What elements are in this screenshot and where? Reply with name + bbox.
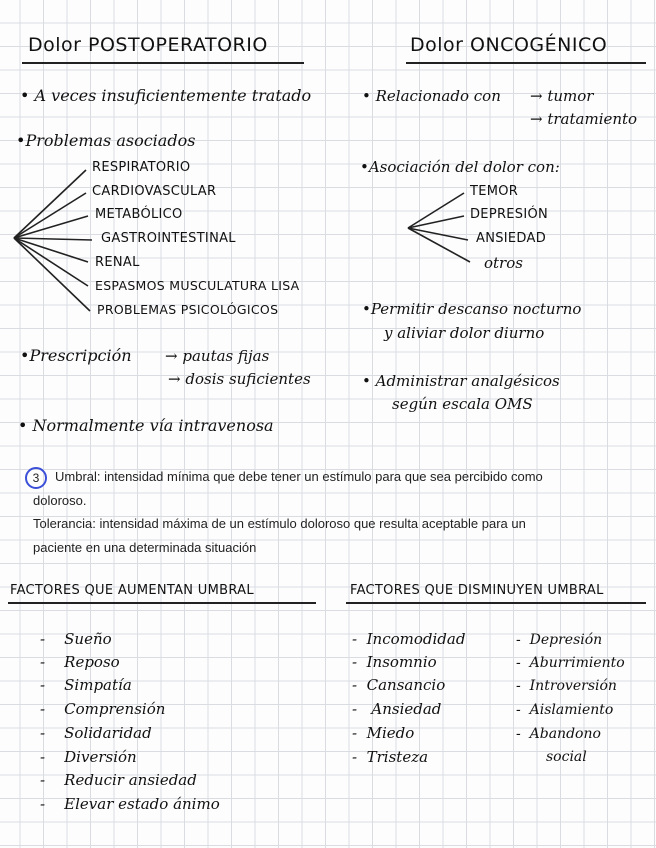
relacionado-label: • Relacionado con — [362, 87, 501, 105]
problem-item: GASTROINTESTINAL — [101, 231, 236, 246]
disminuyen-item: - Insomnio — [352, 653, 437, 671]
umbral-definition: Umbral: intensidad mínima que debe tener un estímulo para que sea percibido como — [55, 469, 543, 484]
umbral-definition-cont: doloroso. — [33, 493, 87, 508]
asociacion-item: DEPRESIÓN — [470, 207, 549, 222]
aumentan-item: - Diversión — [40, 748, 137, 766]
disminuyen-item: - Miedo — [352, 724, 415, 742]
problem-item: CARDIOVASCULAR — [92, 184, 217, 199]
aumentan-item: - Reposo — [40, 653, 120, 671]
aumentan-item: - Reducir ansiedad — [40, 771, 197, 789]
relacionado-item: → tratamiento — [530, 110, 638, 128]
aumentan-item: - Elevar estado ánimo — [40, 795, 220, 813]
prescripcion-item: → dosis suficientes — [168, 370, 311, 388]
oncogenico-title: Dolor ONCOGÉNICO — [410, 34, 608, 56]
disminuyen-item: - Tristeza — [352, 748, 429, 766]
problem-item: ESPASMOS MUSCULATURA LISA — [95, 278, 300, 293]
aumentan-item: - Simpatía — [40, 676, 132, 694]
aumentan-item: - Sueño — [40, 630, 112, 648]
disminuyen-item: - Cansancio — [352, 676, 446, 694]
permitir-line: y aliviar dolor diurno — [384, 324, 545, 342]
aumentan-item: - Solidaridad — [40, 724, 152, 742]
disminuyen-item: - Abandono — [516, 726, 601, 742]
problem-item: PROBLEMAS PSICOLÓGICOS — [97, 302, 279, 317]
disminuyen-title-underline — [346, 602, 646, 604]
problem-item: METABÓLICO — [95, 207, 183, 222]
tolerancia-definition: Tolerancia: intensidad máxima de un estímulo doloroso que resulta aceptable para un — [33, 516, 526, 531]
disminuyen-title: FACTORES QUE DISMINUYEN UMBRAL — [350, 583, 604, 598]
branch-line — [14, 238, 92, 240]
administrar-line: según escala OMS — [392, 395, 533, 413]
disminuyen-item-cont: social — [546, 749, 587, 765]
prescripcion-label: •Prescripción — [20, 346, 132, 365]
relacionado-item: → tumor — [530, 87, 594, 105]
branch-line — [14, 238, 88, 262]
branch-line — [408, 228, 470, 262]
disminuyen-item: - Ansiedad — [352, 700, 442, 718]
asociacion-item: TEMOR — [470, 184, 519, 199]
disminuyen-item: - Aburrimiento — [516, 655, 625, 671]
problem-item: RESPIRATORIO — [92, 160, 191, 175]
aumentan-title-underline — [8, 602, 316, 604]
aumentan-title: FACTORES QUE AUMENTAN UMBRAL — [10, 583, 254, 598]
asociacion-item: otros — [484, 254, 523, 272]
insuficiente-bullet: • A veces insuficientemente tratado — [20, 86, 312, 105]
administrar-line: • Administrar analgésicos — [362, 372, 560, 390]
prescripcion-item: → pautas fijas — [165, 347, 270, 365]
problem-item: RENAL — [95, 255, 140, 270]
tolerancia-definition-cont: paciente en una determinada situación — [33, 540, 257, 555]
branch-line — [408, 228, 468, 240]
disminuyen-item: - Incomodidad — [352, 630, 466, 648]
problemas-asociados-bullet: •Problemas asociados — [16, 131, 196, 150]
postoperatorio-title: Dolor POSTOPERATORIO — [28, 34, 268, 56]
asociacion-item: ANSIEDAD — [476, 231, 547, 246]
asociacion-label: •Asociación del dolor con: — [360, 158, 560, 176]
number-marker: 3 — [25, 467, 47, 489]
disminuyen-item: - Introversión — [516, 678, 617, 694]
branch-line — [14, 193, 86, 238]
branch-line — [14, 238, 90, 311]
permitir-line: •Permitir descanso nocturno — [362, 300, 582, 318]
aumentan-item: - Comprensión — [40, 700, 166, 718]
disminuyen-item: - Depresión — [516, 632, 603, 648]
branch-line — [14, 238, 88, 286]
via-intravenosa: • Normalmente vía intravenosa — [18, 416, 274, 435]
disminuyen-item: - Aislamiento — [516, 702, 614, 718]
